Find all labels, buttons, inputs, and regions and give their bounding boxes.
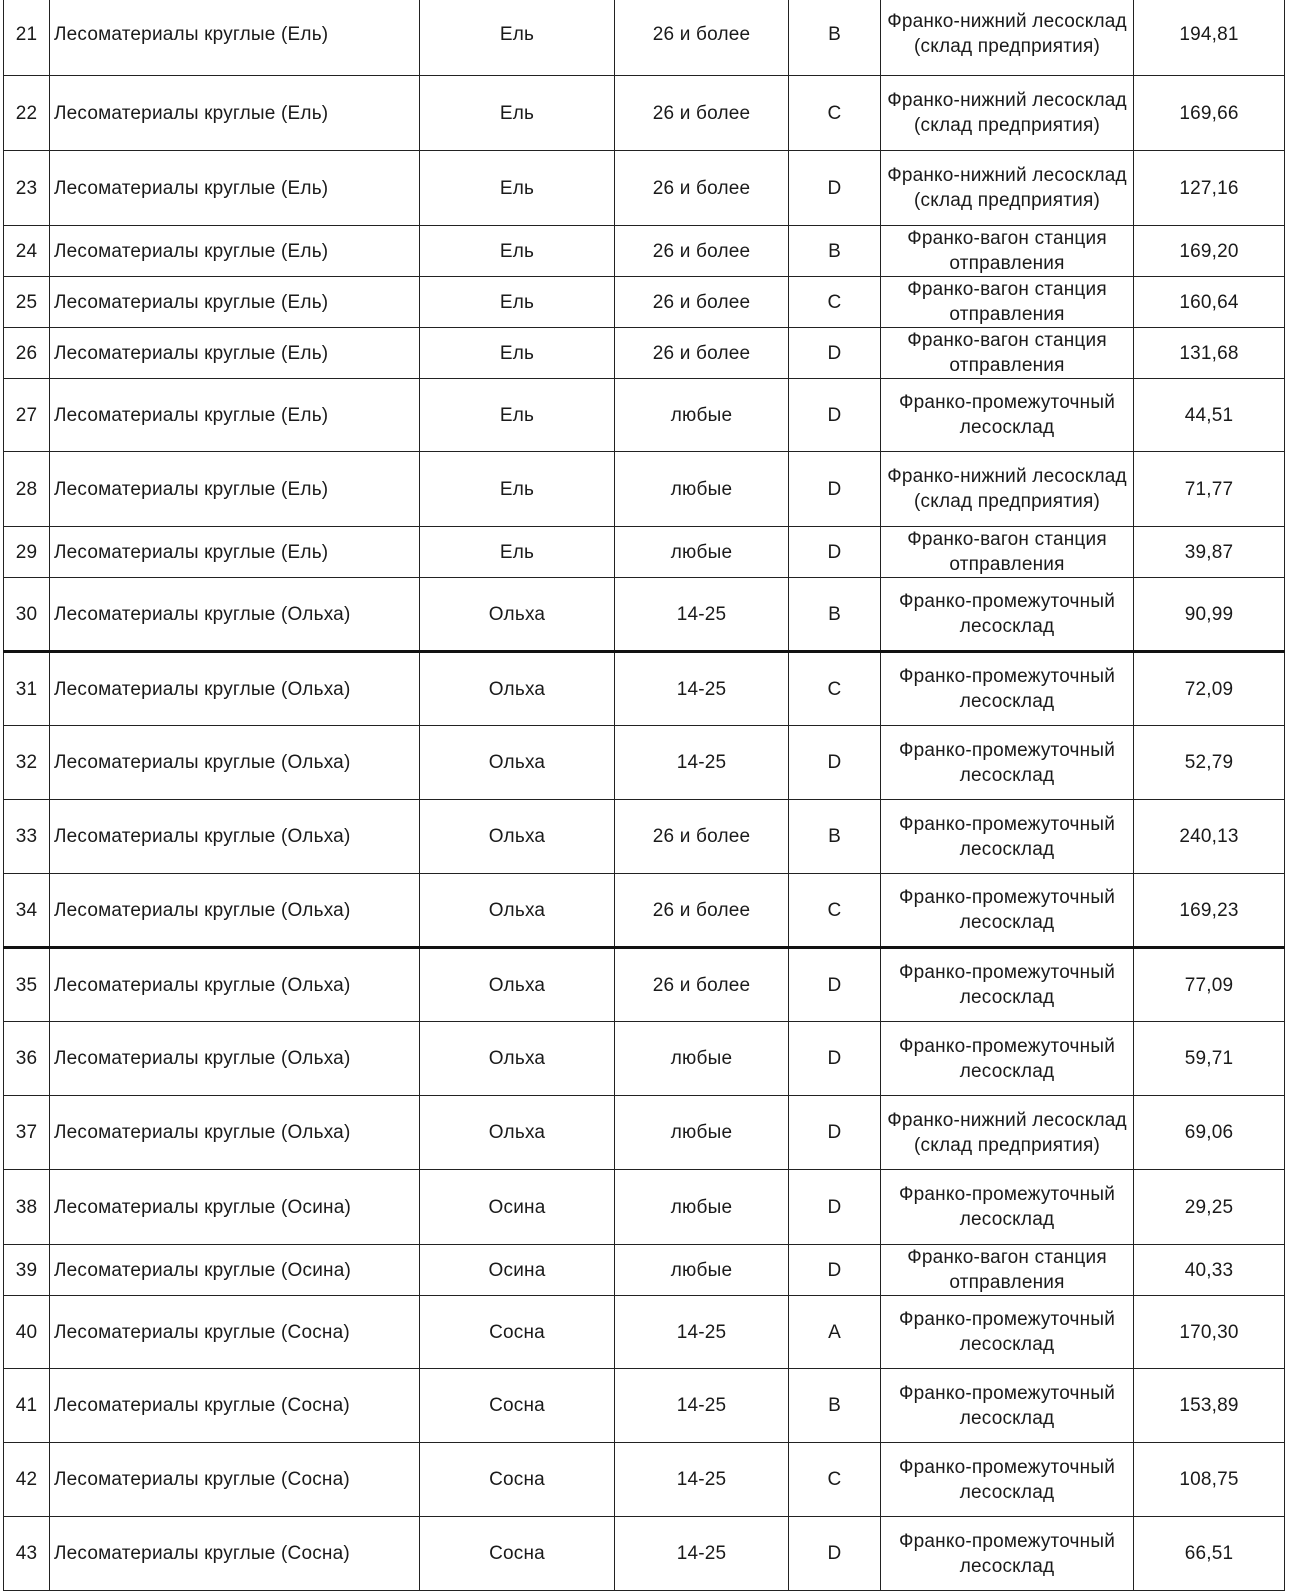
species-cell: Ольха — [420, 652, 615, 726]
table-row — [4, 1022, 1285, 1096]
row-number-cell: 27 — [4, 379, 50, 452]
diameter-cell: 26 и более — [615, 0, 789, 76]
row-number-cell: 32 — [4, 726, 50, 800]
price-table — [3, 0, 1285, 1591]
row-number-cell: 23 — [4, 151, 50, 226]
grade-cell: D — [789, 1170, 881, 1245]
species-cell: Ольха — [420, 1096, 615, 1170]
row-number-cell: 35 — [4, 948, 50, 1022]
species-cell: Ольха — [420, 726, 615, 800]
diameter-cell: любые — [615, 527, 789, 578]
row-number-cell: 34 — [4, 874, 50, 948]
diameter-cell: любые — [615, 1245, 789, 1296]
diameter-cell: любые — [615, 1022, 789, 1096]
delivery-terms-cell: Франко-промежуточный лесосклад — [881, 800, 1134, 874]
grade-cell: C — [789, 1443, 881, 1517]
delivery-terms-cell: Франко-промежуточный лесосклад — [881, 1443, 1134, 1517]
grade-cell: B — [789, 800, 881, 874]
species-cell: Ольха — [420, 948, 615, 1022]
delivery-terms-cell: Франко-вагон станция отправления — [881, 527, 1134, 578]
diameter-cell: любые — [615, 452, 789, 527]
diameter-cell: 14-25 — [615, 1296, 789, 1369]
grade-cell: D — [789, 1096, 881, 1170]
table-row — [4, 328, 1285, 379]
species-cell: Ель — [420, 226, 615, 277]
table-row — [4, 1170, 1285, 1245]
price-cell: 194,81 — [1134, 0, 1285, 76]
species-cell: Ель — [420, 452, 615, 527]
row-number-cell: 43 — [4, 1517, 50, 1591]
diameter-cell: 26 и более — [615, 948, 789, 1022]
species-cell: Сосна — [420, 1296, 615, 1369]
species-cell: Сосна — [420, 1517, 615, 1591]
price-cell: 169,23 — [1134, 874, 1285, 948]
delivery-terms-cell: Франко-промежуточный лесосклад — [881, 1296, 1134, 1369]
row-number-cell: 30 — [4, 578, 50, 652]
row-number-cell: 38 — [4, 1170, 50, 1245]
product-name-cell: Лесоматериалы круглые (Ель) — [50, 328, 420, 379]
table-row — [4, 1296, 1285, 1369]
diameter-cell: 14-25 — [615, 1517, 789, 1591]
grade-cell: C — [789, 652, 881, 726]
grade-cell: D — [789, 1245, 881, 1296]
price-cell: 52,79 — [1134, 726, 1285, 800]
delivery-terms-cell: Франко-нижний лесосклад (склад предприятия) — [881, 1096, 1134, 1170]
species-cell: Ель — [420, 151, 615, 226]
row-number-cell: 22 — [4, 76, 50, 151]
table-row — [4, 1517, 1285, 1591]
price-cell: 170,30 — [1134, 1296, 1285, 1369]
diameter-cell: 26 и более — [615, 151, 789, 226]
diameter-cell: 14-25 — [615, 726, 789, 800]
table-row — [4, 452, 1285, 527]
row-number-cell: 31 — [4, 652, 50, 726]
table-row — [4, 1245, 1285, 1296]
delivery-terms-cell: Франко-промежуточный лесосклад — [881, 652, 1134, 726]
diameter-cell: 14-25 — [615, 1369, 789, 1443]
product-name-cell: Лесоматериалы круглые (Ольха) — [50, 652, 420, 726]
table-row — [4, 379, 1285, 452]
grade-cell: D — [789, 452, 881, 527]
table-row — [4, 948, 1285, 1022]
grade-cell: D — [789, 1517, 881, 1591]
grade-cell: D — [789, 328, 881, 379]
delivery-terms-cell: Франко-вагон станция отправления — [881, 1245, 1134, 1296]
row-number-cell: 25 — [4, 277, 50, 328]
grade-cell: D — [789, 151, 881, 226]
price-cell: 108,75 — [1134, 1443, 1285, 1517]
diameter-cell: 26 и более — [615, 277, 789, 328]
diameter-cell: 14-25 — [615, 1443, 789, 1517]
row-number-cell: 33 — [4, 800, 50, 874]
product-name-cell: Лесоматериалы круглые (Ольха) — [50, 800, 420, 874]
row-number-cell: 26 — [4, 328, 50, 379]
species-cell: Ольха — [420, 1022, 615, 1096]
species-cell: Осина — [420, 1170, 615, 1245]
delivery-terms-cell: Франко-вагон станция отправления — [881, 226, 1134, 277]
product-name-cell: Лесоматериалы круглые (Ель) — [50, 452, 420, 527]
price-cell: 44,51 — [1134, 379, 1285, 452]
table-row — [4, 0, 1285, 76]
price-cell: 66,51 — [1134, 1517, 1285, 1591]
product-name-cell: Лесоматериалы круглые (Ольха) — [50, 948, 420, 1022]
product-name-cell: Лесоматериалы круглые (Ольха) — [50, 1096, 420, 1170]
product-name-cell: Лесоматериалы круглые (Ольха) — [50, 1022, 420, 1096]
table-body — [4, 0, 1285, 1591]
table-row — [4, 226, 1285, 277]
price-cell: 71,77 — [1134, 452, 1285, 527]
delivery-terms-cell: Франко-промежуточный лесосклад — [881, 948, 1134, 1022]
product-name-cell: Лесоматериалы круглые (Ель) — [50, 277, 420, 328]
price-cell: 169,20 — [1134, 226, 1285, 277]
row-number-cell: 42 — [4, 1443, 50, 1517]
delivery-terms-cell: Франко-промежуточный лесосклад — [881, 874, 1134, 948]
delivery-terms-cell: Франко-нижний лесосклад (склад предприятия) — [881, 151, 1134, 226]
delivery-terms-cell: Франко-промежуточный лесосклад — [881, 1170, 1134, 1245]
grade-cell: B — [789, 578, 881, 652]
diameter-cell: любые — [615, 379, 789, 452]
product-name-cell: Лесоматериалы круглые (Ель) — [50, 379, 420, 452]
price-cell: 59,71 — [1134, 1022, 1285, 1096]
product-name-cell: Лесоматериалы круглые (Сосна) — [50, 1517, 420, 1591]
grade-cell: D — [789, 726, 881, 800]
species-cell: Ольха — [420, 800, 615, 874]
species-cell: Ель — [420, 277, 615, 328]
species-cell: Ель — [420, 379, 615, 452]
price-cell: 127,16 — [1134, 151, 1285, 226]
product-name-cell: Лесоматериалы круглые (Осина) — [50, 1245, 420, 1296]
product-name-cell: Лесоматериалы круглые (Ель) — [50, 151, 420, 226]
grade-cell: D — [789, 527, 881, 578]
product-name-cell: Лесоматериалы круглые (Сосна) — [50, 1296, 420, 1369]
grade-cell: B — [789, 1369, 881, 1443]
price-cell: 153,89 — [1134, 1369, 1285, 1443]
grade-cell: B — [789, 0, 881, 76]
diameter-cell: 26 и более — [615, 874, 789, 948]
price-cell: 72,09 — [1134, 652, 1285, 726]
grade-cell: A — [789, 1296, 881, 1369]
table-row — [4, 652, 1285, 726]
delivery-terms-cell: Франко-вагон станция отправления — [881, 277, 1134, 328]
product-name-cell: Лесоматериалы круглые (Сосна) — [50, 1369, 420, 1443]
product-name-cell: Лесоматериалы круглые (Ель) — [50, 527, 420, 578]
table-row — [4, 76, 1285, 151]
delivery-terms-cell: Франко-промежуточный лесосклад — [881, 1022, 1134, 1096]
table-row — [4, 527, 1285, 578]
grade-cell: C — [789, 874, 881, 948]
product-name-cell: Лесоматериалы круглые (Ель) — [50, 226, 420, 277]
species-cell: Ольха — [420, 578, 615, 652]
diameter-cell: 26 и более — [615, 76, 789, 151]
diameter-cell: 14-25 — [615, 578, 789, 652]
grade-cell: B — [789, 226, 881, 277]
delivery-terms-cell: Франко-промежуточный лесосклад — [881, 726, 1134, 800]
species-cell: Ель — [420, 527, 615, 578]
grade-cell: C — [789, 277, 881, 328]
table-row — [4, 726, 1285, 800]
diameter-cell: 26 и более — [615, 328, 789, 379]
species-cell: Осина — [420, 1245, 615, 1296]
product-name-cell: Лесоматериалы круглые (Ольха) — [50, 726, 420, 800]
table-row — [4, 800, 1285, 874]
price-cell: 169,66 — [1134, 76, 1285, 151]
product-name-cell: Лесоматериалы круглые (Ольха) — [50, 578, 420, 652]
product-name-cell: Лесоматериалы круглые (Ольха) — [50, 874, 420, 948]
grade-cell: D — [789, 379, 881, 452]
delivery-terms-cell: Франко-нижний лесосклад (склад предприятия) — [881, 76, 1134, 151]
product-name-cell: Лесоматериалы круглые (Осина) — [50, 1170, 420, 1245]
row-number-cell: 24 — [4, 226, 50, 277]
diameter-cell: 26 и более — [615, 800, 789, 874]
product-name-cell: Лесоматериалы круглые (Ель) — [50, 76, 420, 151]
delivery-terms-cell: Франко-нижний лесосклад (склад предприятия) — [881, 452, 1134, 527]
price-cell: 77,09 — [1134, 948, 1285, 1022]
price-cell: 90,99 — [1134, 578, 1285, 652]
price-cell: 40,33 — [1134, 1245, 1285, 1296]
price-cell: 240,13 — [1134, 800, 1285, 874]
price-cell: 69,06 — [1134, 1096, 1285, 1170]
table-row — [4, 151, 1285, 226]
row-number-cell: 36 — [4, 1022, 50, 1096]
species-cell: Ель — [420, 0, 615, 76]
table-row — [4, 1096, 1285, 1170]
price-cell: 131,68 — [1134, 328, 1285, 379]
delivery-terms-cell: Франко-нижний лесосклад (склад предприятия) — [881, 0, 1134, 76]
row-number-cell: 21 — [4, 0, 50, 76]
product-name-cell: Лесоматериалы круглые (Ель) — [50, 0, 420, 76]
table-row — [4, 277, 1285, 328]
diameter-cell: любые — [615, 1170, 789, 1245]
row-number-cell: 28 — [4, 452, 50, 527]
row-number-cell: 37 — [4, 1096, 50, 1170]
price-cell: 160,64 — [1134, 277, 1285, 328]
diameter-cell: 26 и более — [615, 226, 789, 277]
price-cell: 39,87 — [1134, 527, 1285, 578]
species-cell: Сосна — [420, 1443, 615, 1517]
delivery-terms-cell: Франко-промежуточный лесосклад — [881, 379, 1134, 452]
table-row — [4, 1443, 1285, 1517]
delivery-terms-cell: Франко-вагон станция отправления — [881, 328, 1134, 379]
row-number-cell: 29 — [4, 527, 50, 578]
diameter-cell: любые — [615, 1096, 789, 1170]
species-cell: Ель — [420, 76, 615, 151]
product-name-cell: Лесоматериалы круглые (Сосна) — [50, 1443, 420, 1517]
delivery-terms-cell: Франко-промежуточный лесосклад — [881, 1369, 1134, 1443]
species-cell: Сосна — [420, 1369, 615, 1443]
grade-cell: D — [789, 948, 881, 1022]
table-row — [4, 578, 1285, 652]
price-cell: 29,25 — [1134, 1170, 1285, 1245]
row-number-cell: 40 — [4, 1296, 50, 1369]
table-row — [4, 874, 1285, 948]
row-number-cell: 39 — [4, 1245, 50, 1296]
grade-cell: C — [789, 76, 881, 151]
grade-cell: D — [789, 1022, 881, 1096]
species-cell: Ель — [420, 328, 615, 379]
table-row — [4, 1369, 1285, 1443]
delivery-terms-cell: Франко-промежуточный лесосклад — [881, 578, 1134, 652]
delivery-terms-cell: Франко-промежуточный лесосклад — [881, 1517, 1134, 1591]
species-cell: Ольха — [420, 874, 615, 948]
diameter-cell: 14-25 — [615, 652, 789, 726]
row-number-cell: 41 — [4, 1369, 50, 1443]
